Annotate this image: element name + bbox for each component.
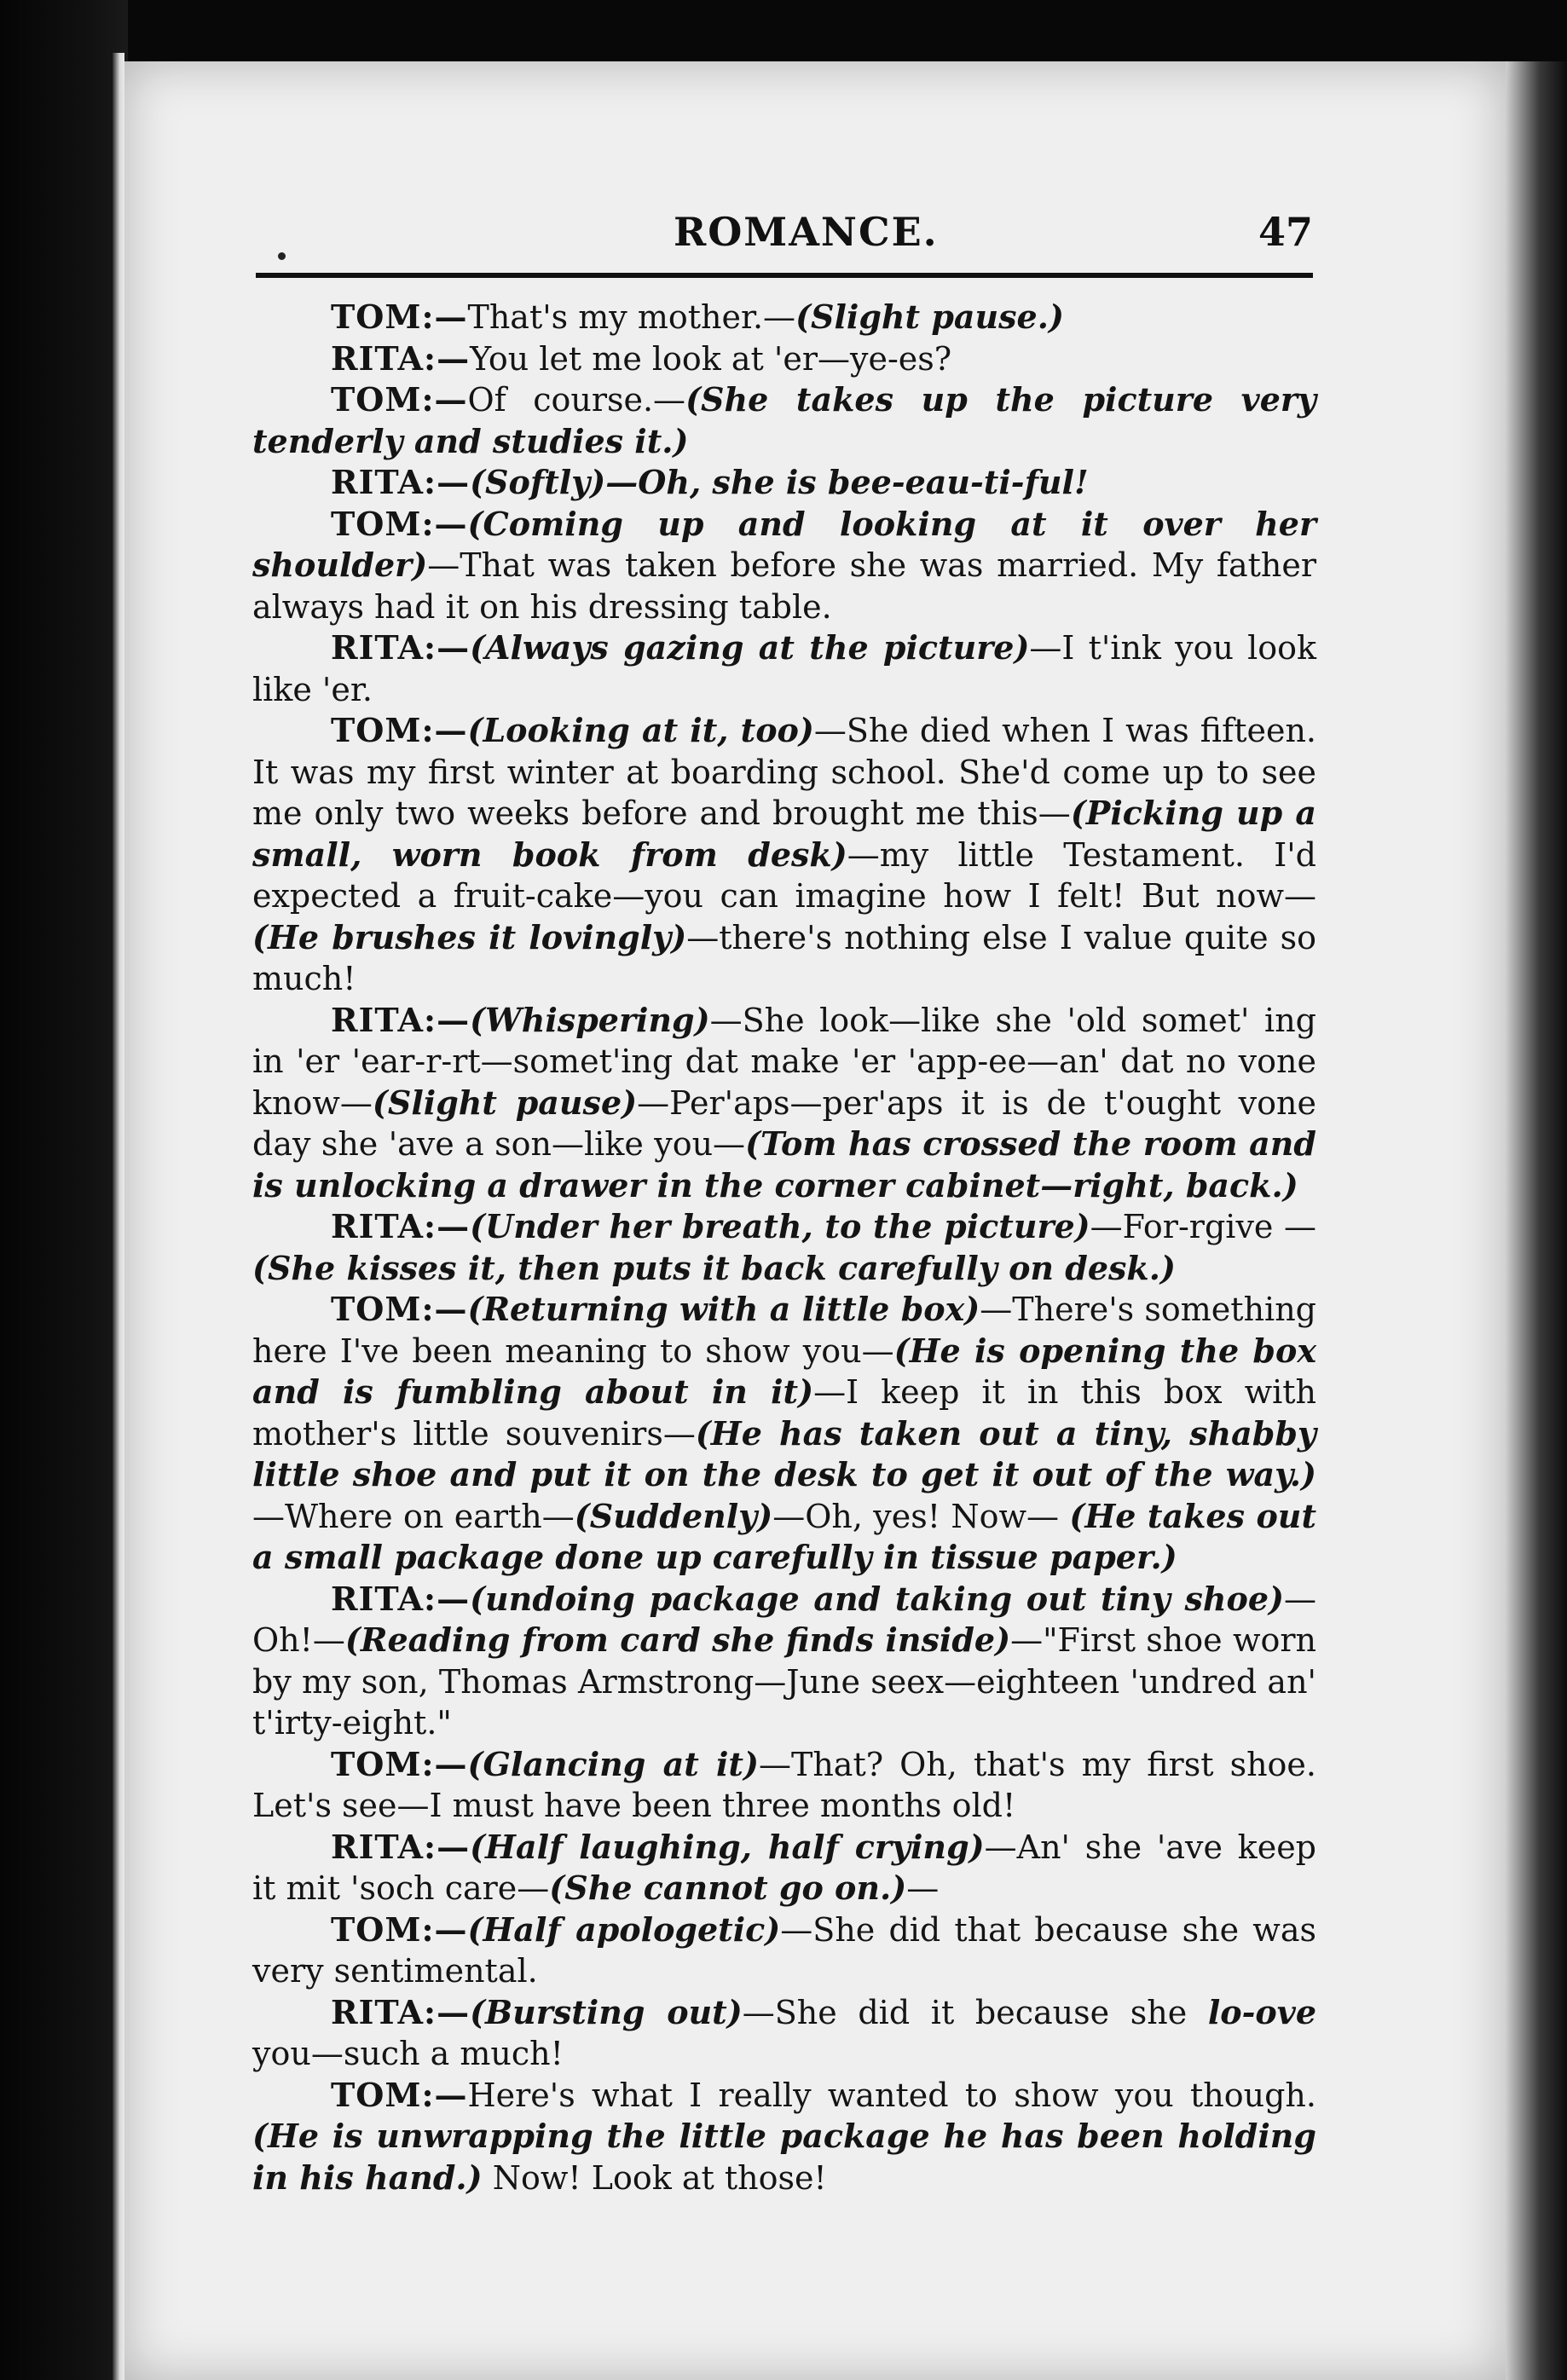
speaker-name: RITA:— xyxy=(331,1000,471,1039)
stage-direction: (Half apologetic) xyxy=(467,1909,781,1949)
speaker-name: RITA:— xyxy=(331,463,471,501)
printer-mark xyxy=(278,252,286,260)
stage-direction: (undoing package and taking out tiny shoe) xyxy=(470,1579,1284,1618)
stage-direction: (Slight pause.) xyxy=(795,298,1064,336)
dialogue-paragraph xyxy=(252,1744,1316,1827)
spoken-line: That's my mother.— xyxy=(467,298,796,336)
dialogue-paragraph xyxy=(252,297,1316,338)
speaker-name: TOM:— xyxy=(331,1909,468,1949)
stage-direction: (He is unwrapping the little package he has been holding in his hand.) xyxy=(252,2117,1316,2197)
dialogue-paragraph xyxy=(252,1992,1316,2075)
dialogue-paragraph xyxy=(252,627,1316,710)
page-number: 47 xyxy=(1258,209,1313,255)
spoken-line: —there's nothing else I value quite so much! xyxy=(252,918,1316,997)
spoken-line: —She did that because she was very sentimental. xyxy=(252,1910,1316,1990)
spoken-line: — Oh!— xyxy=(252,1580,1316,1659)
stage-direction: (Tom has crossed the room and is unlocking a drawer in the corner cabinet—right, back.) xyxy=(252,1124,1316,1204)
dialogue-paragraph xyxy=(252,710,1316,1000)
dialogue-paragraph xyxy=(252,462,1316,504)
stage-direction: (Slight pause) xyxy=(372,1083,638,1122)
spoken-line: Of course.— xyxy=(467,381,686,419)
spoken-line: —There's something here I've been meaning to show you— xyxy=(252,1291,1316,1370)
stage-direction: (Picking up a small, worn book from desk) xyxy=(252,794,1317,874)
speaker-name: TOM:— xyxy=(331,380,468,419)
spoken-line: —Oh, yes! Now— xyxy=(772,1497,1070,1535)
dialogue-paragraph xyxy=(252,1289,1316,1579)
speaker-name: TOM:— xyxy=(331,2075,468,2114)
spoken-line: —That was taken before she was married. My father always had it on his dressing table. xyxy=(252,546,1316,626)
stage-direction: (He takes out a small package done up carefully in tissue paper.) xyxy=(252,1496,1316,1576)
dialogue-paragraph xyxy=(252,504,1316,628)
stage-direction: (Suddenly) xyxy=(574,1496,773,1535)
stage-direction: (Glancing at it) xyxy=(467,1744,759,1783)
stage-direction: (Returning with a little box) xyxy=(467,1290,980,1328)
dialogue-paragraph xyxy=(252,1827,1316,1909)
stage-direction: (Coming up and looking at it over her shoulder) xyxy=(252,504,1316,584)
scan-left-border xyxy=(0,0,128,2380)
dialogue-paragraph xyxy=(252,338,1316,380)
stage-direction: (Whispering) xyxy=(470,1000,710,1039)
page-gutter-shadow xyxy=(1506,61,1567,2380)
stage-direction: (She cannot go on.) xyxy=(549,1869,907,1907)
speaker-name: RITA:— xyxy=(331,1827,471,1866)
speaker-name: RITA:— xyxy=(331,1992,471,2031)
spoken-line: Here's what I really wanted to show you though. xyxy=(467,2076,1316,2114)
stage-direction: (Bursting out) xyxy=(470,1992,743,2031)
spoken-line: —An' she 'ave keep it mit 'soch care— xyxy=(252,1828,1317,1907)
spoken-line: Now! Look at those! xyxy=(482,2158,827,2197)
dialogue-paragraph xyxy=(252,2075,1316,2199)
scan-top-border xyxy=(0,0,1567,61)
spoken-line: —Where on earth— xyxy=(252,1497,575,1535)
spoken-line: — xyxy=(906,1869,940,1907)
stage-direction: (He has taken out a tiny, shabby little shoe and put it on the desk to get it out of the way.) xyxy=(252,1413,1316,1493)
dialogue-paragraph xyxy=(252,1579,1316,1744)
spoken-line: —She died when I was fifteen. It was my first winter at boarding school. She'd come up to see me only two weeks before and brought me this— xyxy=(252,712,1316,832)
spoken-line: —For-rgive — xyxy=(1090,1208,1316,1245)
dialogue-paragraph xyxy=(252,1909,1316,1992)
stage-direction: (He is opening the box and is fumbling about in it) xyxy=(252,1331,1316,1411)
page-edge xyxy=(113,53,124,2380)
spoken-line: —Per'aps—per'aps it is de t'ought vone day she 'ave a son—like you— xyxy=(252,1083,1316,1163)
stage-direction: (Reading from card she finds inside) xyxy=(344,1620,1011,1659)
speaker-name: TOM:— xyxy=(331,711,468,749)
speaker-name: TOM:— xyxy=(331,298,468,336)
spoken-line: You let me look at 'er—ye-es? xyxy=(470,339,952,378)
speaker-name: RITA:— xyxy=(331,628,471,667)
stage-direction: (She takes up the picture very tenderly and studies it.) xyxy=(252,380,1316,460)
page-header xyxy=(256,209,1313,277)
stage-direction: lo-ove xyxy=(1207,1992,1317,2031)
spoken-line: you—such a much! xyxy=(252,2035,564,2072)
dialogue-paragraph xyxy=(252,1000,1316,1207)
stage-direction: (Under her breath, to the picture) xyxy=(470,1207,1090,1245)
dialogue-paragraph xyxy=(252,379,1316,462)
spoken-line: —my little Testament. I'd expected a fruit-cake—you can imagine how I felt! But now— xyxy=(252,835,1316,915)
stage-direction: (Softly)—Oh, she is bee-eau-ti-ful! xyxy=(470,463,1089,501)
stage-direction: (Always gazing at the picture) xyxy=(470,628,1030,667)
stage-direction: (He brushes it lovingly) xyxy=(252,917,687,956)
speaker-name: TOM:— xyxy=(331,504,468,543)
running-head: ROMANCE. xyxy=(674,209,939,255)
spoken-line: —She did it because she xyxy=(742,1993,1208,2031)
speaker-name: RITA:— xyxy=(331,1207,471,1245)
spoken-line: —I t'ink you look like 'er. xyxy=(252,629,1317,708)
dialogue-paragraph xyxy=(252,1206,1316,1289)
stage-direction: (Half laughing, half crying) xyxy=(470,1827,985,1866)
speaker-name: TOM:— xyxy=(331,1290,468,1328)
header-rule xyxy=(256,273,1313,278)
spoken-line: —I keep it in this box with mother's little souvenirs— xyxy=(252,1373,1316,1453)
play-dialogue xyxy=(252,297,1316,2198)
stage-direction: (She kisses it, then puts it back carefully on desk.) xyxy=(252,1248,1176,1287)
spoken-line: —She look—like she 'old somet' ing in 'er 'ear-r-rt—somet'ing dat make 'er 'app-ee—an' dat no vone know— xyxy=(252,1001,1316,1122)
spoken-line: —That? Oh, that's my first shoe. Let's see—I must have been three months old! xyxy=(252,1745,1316,1824)
spoken-line: —"First shoe worn by my son, Thomas Armstrong—June seex—eighteen 'undred an' t'irty-eight." xyxy=(252,1621,1316,1742)
speaker-name: RITA:— xyxy=(331,338,471,378)
speaker-name: RITA:— xyxy=(331,1579,471,1618)
stage-direction: (Looking at it, too) xyxy=(467,711,814,749)
speaker-name: TOM:— xyxy=(331,1744,468,1783)
